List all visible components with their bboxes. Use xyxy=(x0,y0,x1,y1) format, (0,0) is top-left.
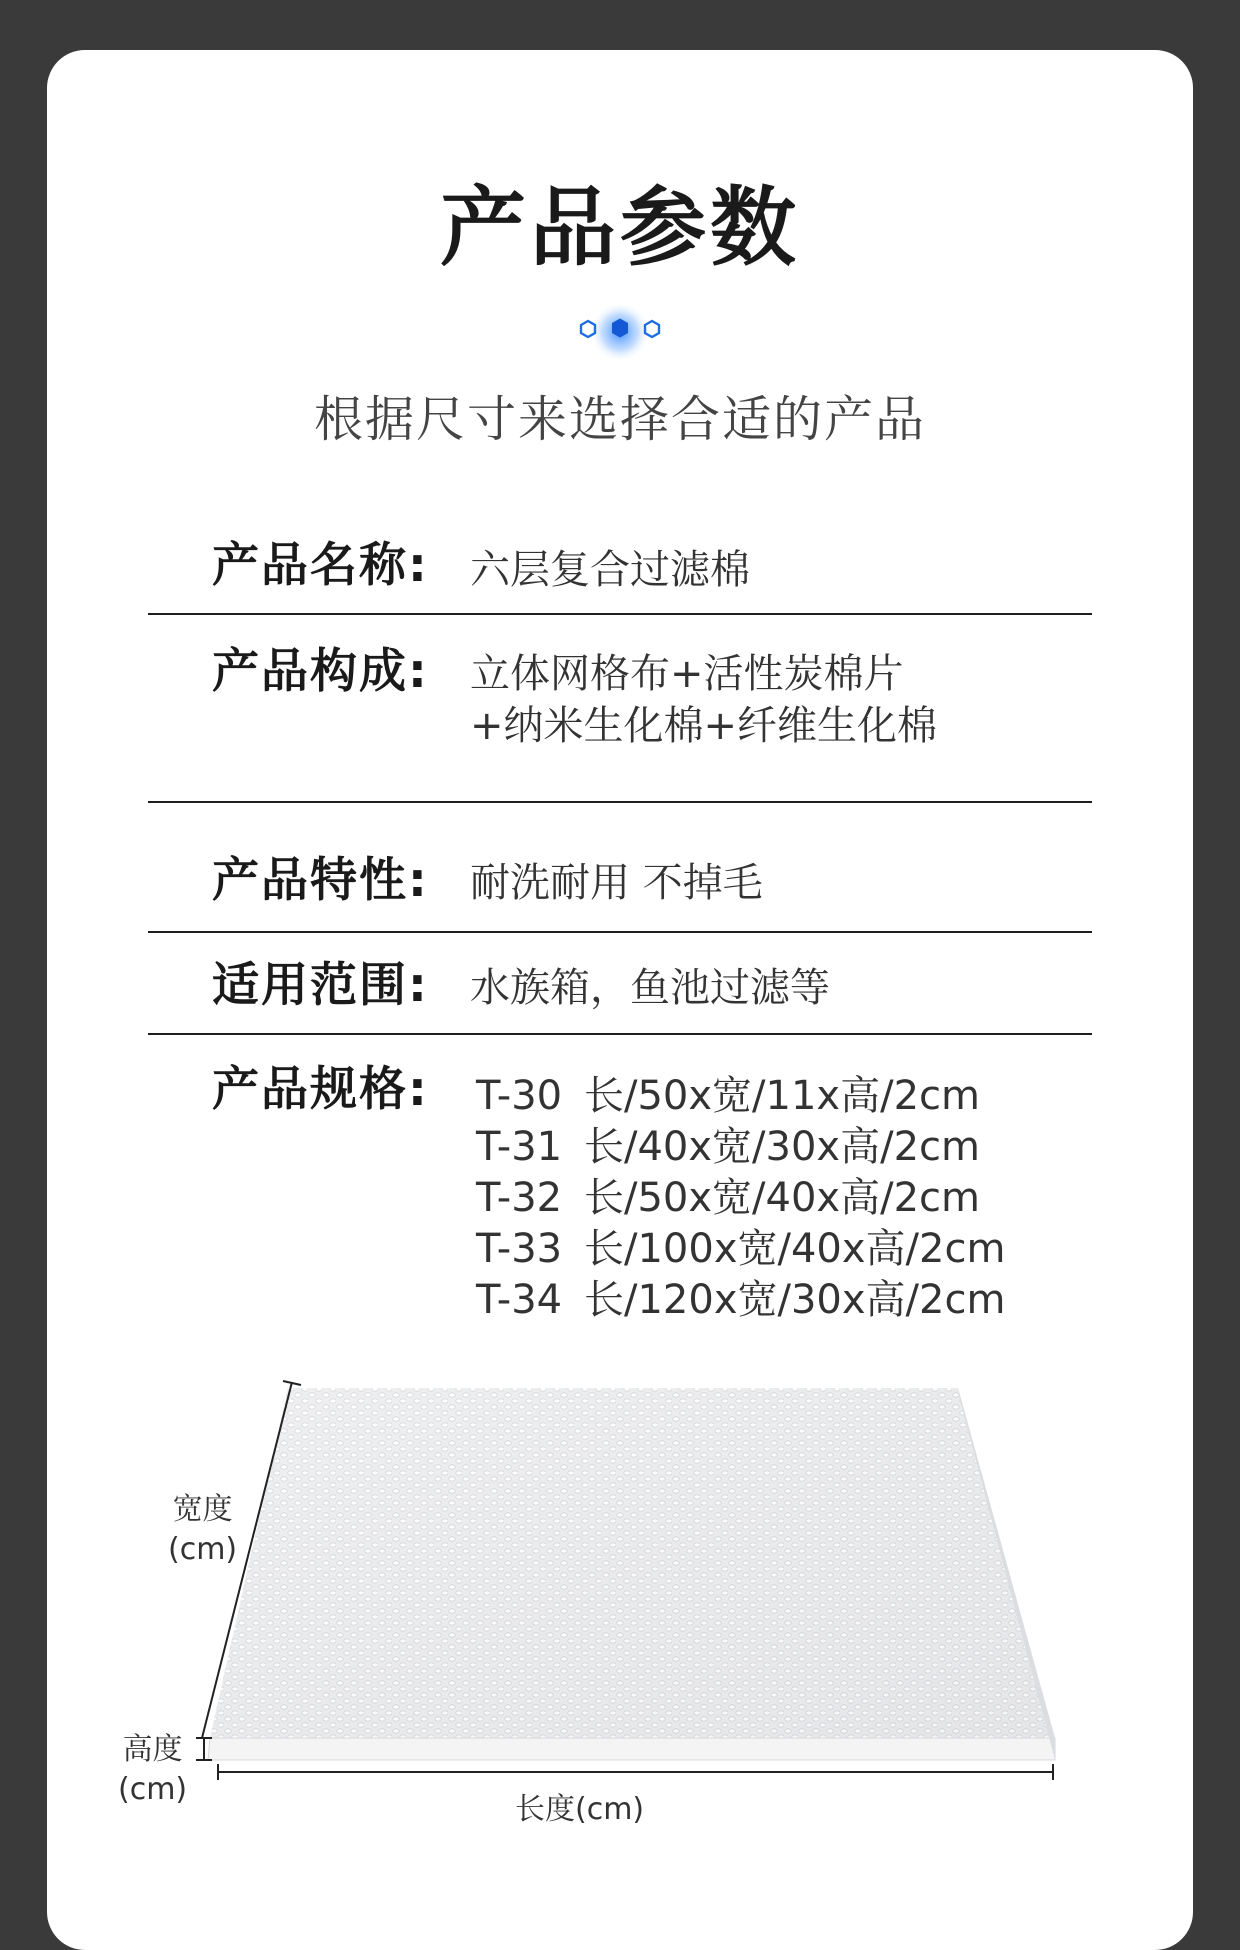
product-scope-value: 水族箱，鱼池过滤等 xyxy=(470,965,830,1011)
product-feature-value: 耐洗耐用 不掉毛 xyxy=(470,860,763,906)
spec-code: T-34 xyxy=(476,1277,563,1323)
page-title: 产品参数 xyxy=(440,178,800,278)
width-label xyxy=(168,1490,237,1570)
product-name-label: 产品名称: xyxy=(212,538,429,593)
composition-line-1: 立体网格布+活性炭棉片 xyxy=(470,651,904,697)
spec-dims: 长/100x宽/40x高/2cm xyxy=(584,1226,1006,1272)
product-composition-label: 产品构成: xyxy=(212,644,429,699)
length-label: 长度(cm) xyxy=(515,1792,645,1827)
product-spec-label: 产品规格: xyxy=(212,1062,429,1117)
height-label-text: 高度 xyxy=(122,1732,183,1767)
product-name-value: 六层复合过滤棉 xyxy=(470,547,750,593)
width-label-text: 宽度 xyxy=(172,1492,233,1527)
spec-dims: 长/120x宽/30x高/2cm xyxy=(584,1277,1006,1323)
page-subtitle: 根据尺寸来选择合适的产品 xyxy=(313,391,926,448)
spec-code: T-33 xyxy=(476,1226,563,1272)
spec-code: T-30 xyxy=(476,1073,563,1119)
sponge-front-edge xyxy=(208,1738,1055,1760)
spec-dims: 长/40x宽/30x高/2cm xyxy=(584,1124,980,1170)
composition-line-2: +纳米生化棉+纤维生化棉 xyxy=(470,703,938,749)
height-label xyxy=(118,1730,187,1810)
spec-code: T-32 xyxy=(476,1175,563,1221)
product-feature-label: 产品特性: xyxy=(212,853,429,908)
product-scope-label: 适用范围: xyxy=(212,958,429,1013)
width-label-unit: (cm) xyxy=(168,1532,238,1567)
spec-code: T-31 xyxy=(476,1124,563,1170)
spec-dims: 长/50x宽/11x高/2cm xyxy=(584,1073,980,1119)
height-label-unit: (cm) xyxy=(118,1772,188,1807)
spec-dims: 长/50x宽/40x高/2cm xyxy=(584,1175,980,1221)
